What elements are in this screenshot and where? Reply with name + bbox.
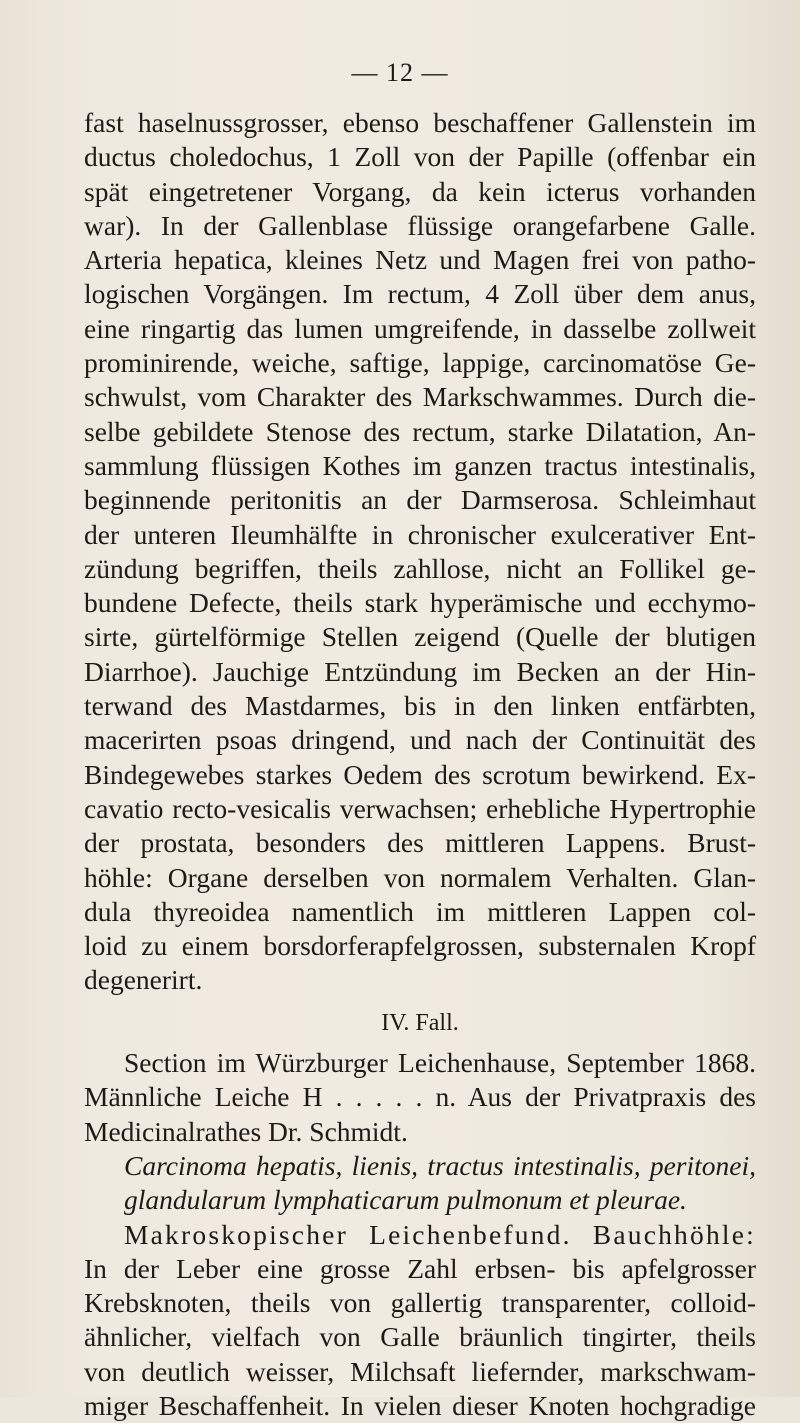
text-line: Männliche Leiche H . . . . . n. Aus der Privatpraxis des — [84, 1080, 756, 1114]
text-line: fast haselnussgrosser, ebenso beschaffener Gallenstein im — [84, 106, 756, 140]
text-line: sammlung flüssigen Kothes im ganzen tractus intestinalis, — [84, 449, 756, 483]
text-line: prominirende, weiche, saftige, lappige, carcinomatöse Ge- — [84, 346, 756, 380]
body-text — [84, 106, 756, 1423]
section-intro — [84, 1046, 756, 1149]
text-line: beginnende peritonitis an der Darmserosa. Schleimhaut — [84, 483, 756, 517]
text-line: Bindegewebes starkes Oedem des scrotum bewirkend. Ex- — [84, 758, 756, 792]
text-line: ductus choledochus, 1 Zoll von der Papille (offenbar ein — [84, 140, 756, 174]
text-line: dula thyreoidea namentlich im mittleren Lappen col- — [84, 895, 756, 929]
text-line: der unteren Ileumhälfte in chronischer exulcerativer Ent- — [84, 518, 756, 552]
text-line: selbe gebildete Stenose des rectum, starke Dilatation, An- — [84, 415, 756, 449]
text-line: loid zu einem borsdorferapfelgrossen, substernalen Kropf — [84, 929, 756, 963]
text-line: miger Beschaffenheit. In vielen dieser Knoten hochgradige — [84, 1389, 756, 1423]
text-line: cavatio recto-vesicalis verwachsen; erhebliche Hypertrophie — [84, 792, 756, 826]
paragraph-macroscopic — [84, 1218, 756, 1423]
text-line: terwand des Mastdarmes, bis in den linken entfärbten, — [84, 689, 756, 723]
text-line: macerirten psoas dringend, und nach der Continuität des — [84, 723, 756, 757]
text-line: glandularum lymphaticarum pulmonum et pleurae. — [84, 1183, 756, 1217]
text-line: schwulst, vom Charakter des Markschwammes. Durch die- — [84, 380, 756, 414]
text-line: Krebsknoten, theils von gallertig transparenter, colloid- — [84, 1286, 756, 1320]
text-line: von deutlich weisser, Milchsaft liefernder, markschwam- — [84, 1355, 756, 1389]
text-line: sirte, gürtelförmige Stellen zeigend (Quelle der blutigen — [84, 620, 756, 654]
text-line: höhle: Organe derselben von normalem Verhalten. Glan- — [84, 861, 756, 895]
text-line: spät eingetretener Vorgang, da kein icterus vorhanden — [84, 175, 756, 209]
text-line: Arteria hepatica, kleines Netz und Magen frei von patho- — [84, 243, 756, 277]
text-line: logischen Vorgängen. Im rectum, 4 Zoll über dem anus, — [84, 277, 756, 311]
text-line: der prostata, besonders des mittleren Lappens. Brust- — [84, 826, 756, 860]
text-line: zündung begriffen, theils zahllose, nicht an Follikel ge- — [84, 552, 756, 586]
page-number: — 12 — — [0, 58, 800, 88]
text-line: bundene Defecte, theils stark hyperämische und ecchymo- — [84, 586, 756, 620]
text-line: Medicinalrathes Dr. Schmidt. — [84, 1115, 756, 1149]
text-line: Diarrhoe). Jauchige Entzündung im Becken an der Hin- — [84, 655, 756, 689]
text-line: Makroskopischer Leichenbefund. Bauchhöhle: — [84, 1218, 756, 1252]
text-line: eine ringartig das lumen umgreifende, in dasselbe zollweit — [84, 312, 756, 346]
paragraph-findings — [84, 106, 756, 998]
text-line: Section im Würzburger Leichenhause, September 1868. — [84, 1046, 756, 1080]
text-line: Carcinoma hepatis, lienis, tractus intestinalis, peritonei, — [84, 1149, 756, 1183]
text-line: degenerirt. — [84, 963, 756, 997]
text-line: In der Leber eine grosse Zahl erbsen- bis apfelgrosser — [84, 1252, 756, 1286]
diagnosis — [84, 1149, 756, 1218]
case-heading: IV. Fall. — [84, 1006, 756, 1040]
text-line: ähnlicher, vielfach von Galle bräunlich tingirter, theils — [84, 1320, 756, 1354]
text-line: war). In der Gallenblase flüssige orangefarbene Galle. — [84, 209, 756, 243]
